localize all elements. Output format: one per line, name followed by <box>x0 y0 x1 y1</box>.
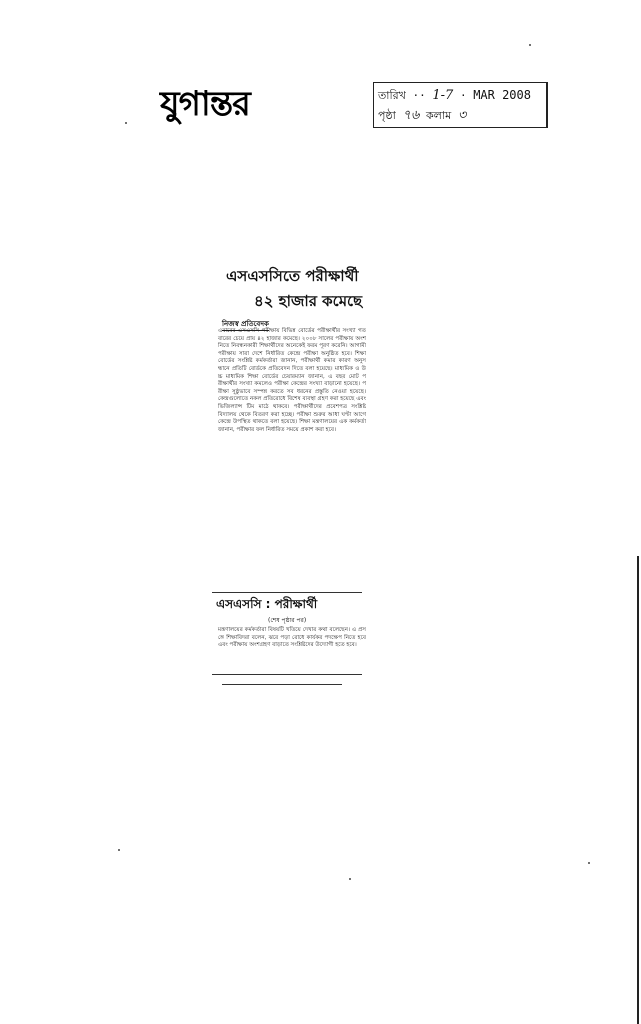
scan-speck <box>125 122 127 124</box>
headline-line-1: এসএসসিতে পরীক্ষার্থী <box>226 267 359 285</box>
stamp-month-year: MAR 2008 <box>473 88 531 102</box>
stamp-column-label: কলাম <box>425 109 452 122</box>
bottom-rule <box>212 674 362 675</box>
scan-speck <box>349 878 351 880</box>
newspaper-masthead: যুগান্তর <box>160 84 250 124</box>
jump-body: মন্ত্রণালয়ের কর্মকর্তারা বিষয়টি খতিয়ে দেখার কথা বলেছেন। এ প্রসঙ্গে শিক্ষাবিদরা বলেন, ঝরে পড়া রোধে কার্যকর পদক্ষেপ নিতে হবে এবং পরীক্ষায় অংশগ্রহণ বাড়াতে সংশ্লিষ্টদের উদ্যোগী হতে হবে। <box>218 627 366 649</box>
continuation-note: (শেষ পৃষ্ঠার পর) <box>268 617 307 624</box>
article-body: এবারের এসএসসি পরীক্ষায় বিভিন্ন বোর্ডের পরীক্ষার্থীর সংখ্যা গতবারের চেয়ে প্রায় ৪২ হাজার কমেছে। ২০০৮ সালের পরীক্ষায় অংশ নিতে নিবন্ধনকারী শিক্ষার্থীদের অনেকেই ফরম পূরণ করেনি। আগামী পরীক্ষায় সারা দেশে নির্ধারিত কেন্দ্রে পরীক্ষা অনুষ্ঠিত হবে। শিক্ষা বোর্ডের সংশ্লিষ্ট কর্মকর্তারা জানান, পরীক্ষার্থী কমার কারণ অনুসন্ধানে প্রতিটি বোর্ডকে প্রতিবেদন দিতে বলা হয়েছে। মাধ্যমিক ও উচ্চ মাধ্যমিক শিক্ষা বোর্ডের চেয়ারম্যান জানান, এ বছর মোট পরীক্ষার্থীর সংখ্যা কমলেও পরীক্ষা কেন্দ্রের সংখ্যা বাড়ানো হয়েছে। পরীক্ষা সুষ্ঠুভাবে সম্পন্ন করতে সব ধরনের প্রস্তুতি নেওয়া হয়েছে। কেন্দ্রগুলোতে নকল প্রতিরোধে বিশেষ ব্যবস্থা গ্রহণ করা হয়েছে এবং ভিজিল্যান্স টিম মাঠে থাকবে। পরীক্ষার্থীদের প্রবেশপত্র সংশ্লিষ্ট বিদ্যালয় থেকে বিতরণ করা হচ্ছে। পরীক্ষা শুরুর আধা ঘণ্টা আগে কেন্দ্রে উপস্থিত থাকতে বলা হয়েছে। শিক্ষা মন্ত্রণালয়ের এক কর্মকর্তা জানান, পরীক্ষার ফল নির্ধারিত সময়ে প্রকাশ করা হবে। <box>218 328 366 433</box>
date-stamp <box>373 82 548 128</box>
stamp-page-value: ৭৬ <box>402 108 420 123</box>
bottom-rule-2 <box>222 684 342 685</box>
scan-edge-line <box>637 556 639 1024</box>
scan-speck <box>588 862 590 864</box>
jump-headline: এসএসসি : পরীক্ষার্থী <box>216 597 318 611</box>
stamp-date-row: তারিখ ·· 1-7 · MAR 2008 <box>378 88 531 103</box>
stamp-date-label: তারিখ <box>378 89 406 102</box>
stamp-column-value: ৩ <box>457 108 467 123</box>
stamp-page-label: পৃষ্ঠা <box>378 109 396 122</box>
scan-speck <box>118 849 120 851</box>
news-clipping <box>212 262 372 692</box>
scan-speck <box>529 44 531 46</box>
headline-line-2: ৪২ হাজার কমেছে <box>254 292 363 310</box>
stamp-page-row <box>378 106 466 127</box>
divider <box>212 592 362 593</box>
byline: নিজস্ব প্রতিবেদক <box>222 318 269 331</box>
stamp-date-value: 1-7 <box>432 88 454 103</box>
